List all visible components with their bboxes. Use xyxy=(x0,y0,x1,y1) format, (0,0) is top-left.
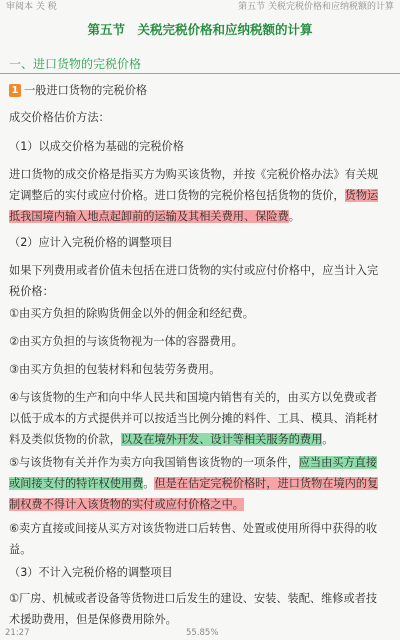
paragraph-1-end: 。 xyxy=(288,210,300,223)
list-item-4-text: ④与该货物的生产和向中华人民共和国境内销售有关的，由买方以免费或者以低于成本的方式提供并可以按适当比例分摊的料件、工具、模具、消耗材料及类似货物的价款， xyxy=(9,391,379,446)
list-item-5-text: ⑤与该货物有关并作为卖方向我国销售该货物的一项条件， xyxy=(9,456,299,469)
item-heading-1: （1）以成交价格为基础的完税价格 xyxy=(9,140,184,153)
paragraph-1-text: 进口货物的成交价格是指买方为购买该货物，并按《完税价格办法》有关规定调整后的实付或应付价格。进口货物的完税价格包括货物的货价， xyxy=(9,168,379,202)
method-label: 成交价格估价方法： xyxy=(9,111,110,124)
page-title: 第五节 关税完税价格和应纳税额的计算 xyxy=(87,22,313,37)
list-item-5 xyxy=(9,452,385,515)
paragraph-2: 如果下列费用或者价值未包括在进口货物的实付或应付价格中，应当计入完税价格： xyxy=(9,264,379,298)
list-item-2: ②由买方负担的与该货物视为一体的容器费用。 xyxy=(9,335,243,348)
list-item-4-end: 。 xyxy=(322,433,334,446)
paragraph-1 xyxy=(9,164,385,227)
section-heading: 一、进口货物的完税价格 xyxy=(9,57,142,71)
list-item-4 xyxy=(9,387,385,450)
reading-progress: 55.85% xyxy=(186,628,219,638)
number-badge: 1 xyxy=(9,84,21,97)
highlight-red: 货物运抵我国境内输入地点起卸前的运输及其相关费用、保险费 xyxy=(9,189,379,223)
item-heading-3: （3）不计入完税价格的调整项目 xyxy=(9,566,173,579)
status-left: 审阅本 关 税 xyxy=(6,2,57,12)
list-item-3: ③由买方负担的包装材料和包装劳务费用。 xyxy=(9,363,221,376)
bottom-status-bar xyxy=(0,628,400,640)
sub-heading-text: 一般进口货物的完税价格 xyxy=(24,84,148,97)
list-item-6: ⑥卖方直接或间接从买方对该货物进口后转售、处置或使用所得中获得的收益。 xyxy=(9,522,378,556)
highlight-red-2: 但是在估定完税价格时，进口货物在境内的复制权费不得计入该货物的实付或应付价格之中。 xyxy=(9,477,379,511)
list-item-1: ①由买方负担的除购货佣金以外的佣金和经纪费。 xyxy=(9,307,254,320)
clock: 21:27 xyxy=(5,628,30,638)
highlight-green-2: 应当由买方直接或间接支付的特许权使用费 xyxy=(9,456,378,490)
sub-heading xyxy=(9,80,385,101)
item-heading-2: （2）应计入完税价格的调整项目 xyxy=(9,236,173,249)
status-right: 第五节 关税完税价格和应纳税额的计算 xyxy=(238,2,394,12)
paragraph-3: ①厂房、机械或者设备等货物进口后发生的建设、安装、装配、维修或者技术援助费用，但是保修费用除外。 xyxy=(9,592,378,626)
top-status-bar xyxy=(0,0,400,14)
list-item-5-mid: 。 xyxy=(143,477,155,490)
section-divider xyxy=(0,73,400,74)
highlight-green: 以及在境外开发、设计等相关服务的费用 xyxy=(120,433,323,446)
